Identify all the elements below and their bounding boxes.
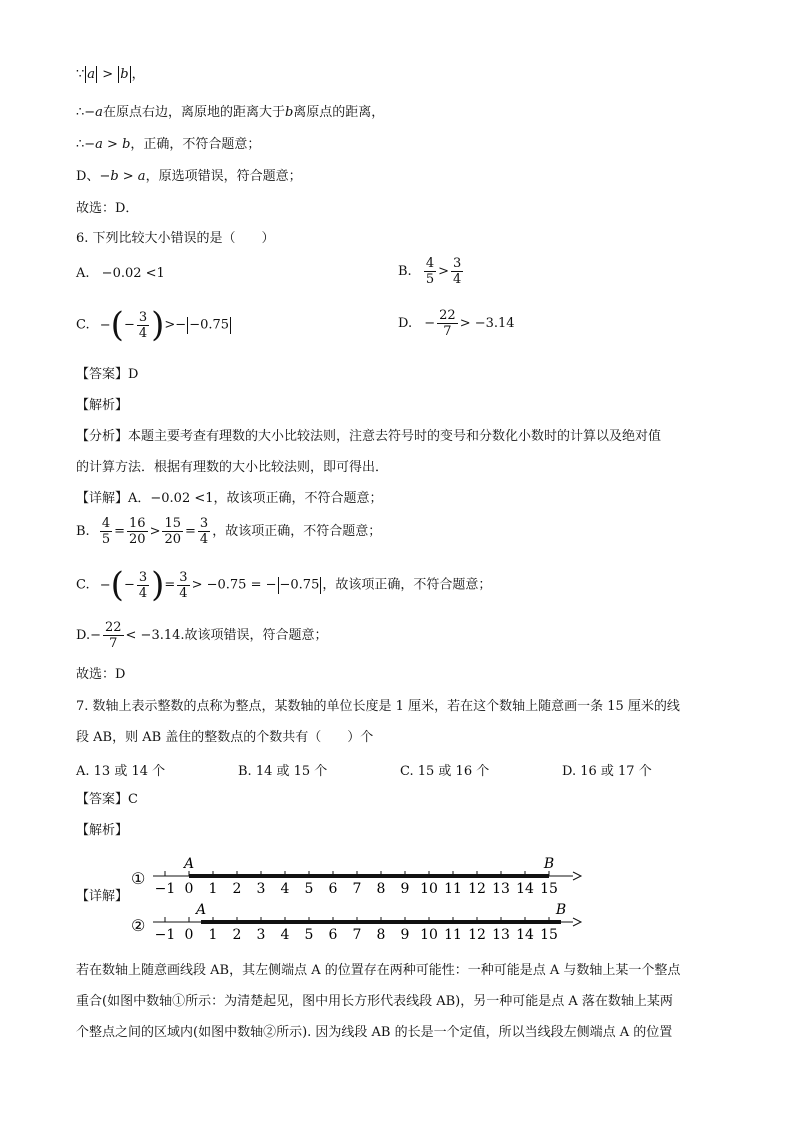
q6-answer: 【答案】D — [76, 367, 139, 382]
q7-option-b: B. 14 或 15 个 — [238, 764, 328, 779]
q6-option-c: C. −(− $\frac{3}{4}$ )>− −0.75 — [76, 305, 230, 345]
text: 离原点的距离， — [293, 105, 385, 120]
tick-label: 3 — [256, 927, 266, 943]
fraction: $\frac{22}{7}$ — [439, 308, 456, 339]
tick-label: 6 — [328, 927, 338, 943]
fraction: $\frac{4}{5}$ — [425, 256, 435, 287]
q6-fenxi-1: 【分析】本题主要考查有理数的大小比较法则，注意去符号时的变号和分数化小数时的计算以及绝对值 — [76, 429, 662, 444]
var-b: b — [284, 105, 294, 120]
q7-stem-2: 段 AB，则 AB 盖住的整数点的个数共有（ ）个 — [76, 730, 374, 745]
q6-detail-b: B. $\frac{4}{5}$ = $\frac{16}{20}$ > $\frac{15}{20}$ = $\frac{3}{4}$ ，故该项正确，不符合题意； — [76, 516, 382, 547]
fraction: $\frac{3}{4}$ — [453, 256, 462, 287]
expr-neg-a: −a — [84, 105, 103, 120]
q6-option-d: D. − $\frac{22}{7}$ > −3.14 — [398, 308, 515, 339]
axis-1-label: ① — [131, 869, 146, 888]
tick-label: 8 — [376, 927, 386, 943]
expr: −b > a — [99, 169, 146, 184]
point-a-label: A — [183, 856, 195, 872]
text: D、 — [76, 169, 100, 184]
tick-label: 0 — [184, 927, 194, 943]
q7-answer: 【答案】C — [76, 792, 138, 807]
q6-option-b: B. $\frac{4}{5}$ > $\frac{3}{4}$ — [398, 256, 462, 287]
q7-detail-head: 【详解】 — [76, 889, 129, 904]
number-line-2 — [153, 902, 581, 943]
number-line-diagram — [125, 848, 595, 948]
comma: ， — [131, 67, 145, 82]
text: ，正确，不符合题意； — [130, 137, 261, 152]
tick-label: 5 — [304, 927, 314, 943]
tick-label: −1 — [154, 881, 176, 897]
therefore-symbol: ∴ — [76, 137, 85, 152]
tick-label: 0 — [184, 881, 194, 897]
tick-label: 9 — [400, 927, 410, 943]
tick-label: 6 — [328, 881, 338, 897]
line-therefore-1 — [76, 104, 384, 122]
tick-label: 3 — [256, 881, 266, 897]
line-because — [76, 66, 145, 84]
text: ，原选项错误，符合题意； — [145, 169, 302, 184]
tick-label: 12 — [468, 927, 486, 943]
tick-label: 8 — [376, 881, 386, 897]
q7-analysis-head: 【解析】 — [76, 823, 129, 838]
tick-label: 15 — [540, 927, 558, 943]
tick-label: 13 — [492, 927, 510, 943]
q6-choose: 故选：D — [76, 667, 126, 682]
tick-label: 4 — [280, 927, 290, 943]
number-line-1 — [153, 856, 581, 897]
axis-arrow-2 — [573, 918, 581, 926]
tick-label: 4 — [280, 881, 290, 897]
tick-label: 2 — [232, 927, 242, 943]
segment-ab-1 — [189, 874, 549, 878]
text: 在原点右边，离原地的距离大于 — [102, 105, 285, 120]
q6-fenxi-2: 的计算方法．根据有理数的大小比较法则，即可得出． — [76, 460, 389, 475]
tick-label: 1 — [208, 881, 218, 897]
var-b: b — [120, 67, 129, 82]
tick-label: 10 — [420, 881, 438, 897]
tick-label: 11 — [444, 927, 462, 943]
fraction: $\frac{3}{4}$ — [138, 309, 148, 341]
q7-para-2: 重合(如图中数轴①所示：为清楚起见，图中用长方形代表线段 AB)，另一种可能是点 A 落在数轴上某两 — [76, 994, 673, 1009]
line-choose — [76, 200, 138, 218]
q6-stem: 6. 下列比较大小错误的是（ ） — [76, 231, 275, 246]
tick-label: 13 — [492, 881, 510, 897]
expr: −0.02 <1 — [101, 266, 165, 281]
because-symbol: ∵ — [76, 67, 85, 82]
tick-label: 1 — [208, 927, 218, 943]
tick-label: 15 — [540, 881, 558, 897]
tick-label: 7 — [352, 927, 362, 943]
q6-detail-c: C. −(− $\frac{3}{4}$ )= $\frac{3}{4}$ > −0.75 = − −0.75 ，故该项正确，不符合题意； — [76, 565, 492, 605]
line-option-d — [76, 168, 302, 186]
option-label: D. — [398, 316, 413, 331]
option-label: A. — [76, 266, 90, 281]
tick-label: 11 — [444, 881, 462, 897]
option-label: C. — [76, 317, 90, 333]
point-b-label: B — [555, 902, 567, 918]
q6-detail-a: 【详解】A．−0.02 <1，故该项正确，不符合题意； — [76, 491, 383, 506]
point-a-label: A — [195, 902, 207, 918]
q6-analysis-head: 【解析】 — [76, 398, 129, 413]
text: 故选：D． — [76, 201, 139, 216]
tick-label: 7 — [352, 881, 362, 897]
tick-label: 5 — [304, 881, 314, 897]
point-b-label: B — [543, 856, 555, 872]
tick-label: 14 — [516, 881, 534, 897]
gt-symbol: > — [102, 67, 114, 82]
tick-label: 2 — [232, 881, 242, 897]
tick-label: 14 — [516, 927, 534, 943]
expr: −a > b — [84, 137, 131, 152]
q6-option-a — [76, 266, 165, 281]
var-a: a — [87, 67, 96, 82]
therefore-symbol: ∴ — [76, 105, 85, 120]
tick-label: 9 — [400, 881, 410, 897]
q7-para-3: 个整点之间的区域内(如图中数轴②所示). 因为线段 AB 的长是一个定值，所以当线段左侧端点 A 的位置 — [76, 1025, 673, 1040]
q7-option-c: C. 15 或 16 个 — [400, 764, 490, 779]
axis-2-label: ② — [131, 916, 146, 935]
q7-option-a: A. 13 或 14 个 — [76, 764, 166, 779]
q7-para-1: 若在数轴上随意画线段 AB，其左侧端点 A 的位置存在两种可能性：一种可能是点 A 与数轴上某一个整点 — [76, 963, 681, 978]
tick-label: −1 — [154, 927, 176, 943]
tick-label: 10 — [420, 927, 438, 943]
option-label: B. — [398, 264, 412, 279]
tick-label: 12 — [468, 881, 486, 897]
axis-arrow-1 — [573, 872, 581, 880]
q7-stem-1: 7. 数轴上表示整数的点称为整点，某数轴的单位长度是 1 厘米，若在这个数轴上随意画一条 15 厘米的线 — [76, 699, 680, 714]
q7-option-d: D. 16 或 17 个 — [562, 764, 652, 779]
line-therefore-2 — [76, 136, 260, 154]
q6-detail-d: D.− $\frac{22}{7}$ < −3.14.故该项错误，符合题意； — [76, 620, 328, 651]
